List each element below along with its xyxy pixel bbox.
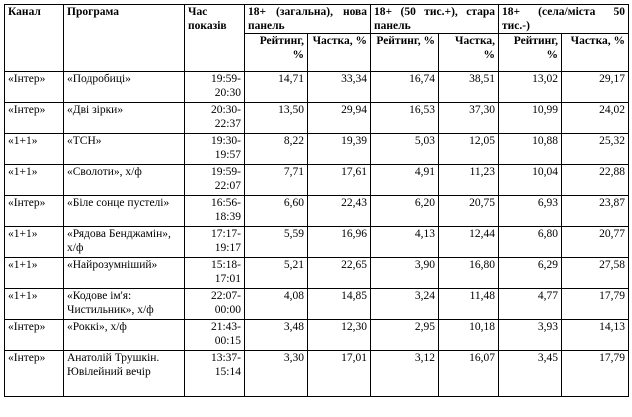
cell-share-general: 14,85 xyxy=(308,289,371,320)
cell-rating-villages: 6,93 xyxy=(499,196,562,227)
cell-program: «ТСН» xyxy=(64,134,185,165)
table-row xyxy=(5,134,629,165)
cell-program: «Подробиці» xyxy=(64,72,185,103)
cell-time: 19:30-19:57 xyxy=(185,134,245,165)
cell-rating-villages: 10,99 xyxy=(499,103,562,134)
cell-program: Анатолій Трушкін. Ювілейний вечір xyxy=(64,351,185,397)
cell-rating-general: 8,22 xyxy=(245,134,308,165)
cell-share-villages: 27,58 xyxy=(562,258,629,289)
cell-rating-50k: 16,53 xyxy=(371,103,439,134)
cell-rating-villages: 3,45 xyxy=(499,351,562,397)
table-row xyxy=(5,227,629,258)
table-row xyxy=(5,258,629,289)
cell-share-50k: 11,23 xyxy=(439,165,499,196)
table-body xyxy=(5,72,629,397)
cell-channel: «Інтер» xyxy=(5,103,64,134)
cell-time: 20:30-22:37 xyxy=(185,103,245,134)
cell-share-50k: 12,44 xyxy=(439,227,499,258)
cell-share-villages: 17,79 xyxy=(562,351,629,397)
table-row xyxy=(5,196,629,227)
cell-program: «Роккі», х/ф xyxy=(64,320,185,351)
cell-rating-50k: 3,24 xyxy=(371,289,439,320)
cell-rating-50k: 6,20 xyxy=(371,196,439,227)
cell-time: 15:18-17:01 xyxy=(185,258,245,289)
cell-rating-general: 3,48 xyxy=(245,320,308,351)
cell-share-50k: 37,30 xyxy=(439,103,499,134)
cell-program: «Найрозумніший» xyxy=(64,258,185,289)
table-row xyxy=(5,72,629,103)
cell-rating-general: 5,59 xyxy=(245,227,308,258)
header-rating-1: Рейтинг, % xyxy=(245,34,308,72)
cell-share-50k: 16,80 xyxy=(439,258,499,289)
cell-time: 19:59-22:07 xyxy=(185,165,245,196)
cell-share-general: 16,96 xyxy=(308,227,371,258)
cell-time: 22:07-00:00 xyxy=(185,289,245,320)
cell-rating-general: 14,71 xyxy=(245,72,308,103)
header-share-2: Частка, % xyxy=(439,34,499,72)
cell-rating-villages: 10,88 xyxy=(499,134,562,165)
cell-program: «Рядова Бенджамін», х/ф xyxy=(64,227,185,258)
cell-share-general: 17,61 xyxy=(308,165,371,196)
cell-rating-50k: 5,03 xyxy=(371,134,439,165)
header-group-villages-towns: 18+ (села/міста 50 тис.-) xyxy=(499,5,629,34)
ratings-table xyxy=(4,4,629,397)
header-share-1: Частка, % xyxy=(308,34,371,72)
cell-channel: «1+1» xyxy=(5,258,64,289)
cell-share-villages: 17,79 xyxy=(562,289,629,320)
cell-rating-general: 6,60 xyxy=(245,196,308,227)
cell-share-50k: 10,18 xyxy=(439,320,499,351)
cell-channel: «1+1» xyxy=(5,227,64,258)
cell-rating-50k: 2,95 xyxy=(371,320,439,351)
cell-share-villages: 22,88 xyxy=(562,165,629,196)
cell-time: 17:17-19:17 xyxy=(185,227,245,258)
header-time: Час показів xyxy=(185,5,245,72)
header-channel: Канал xyxy=(5,5,64,72)
cell-channel: «1+1» xyxy=(5,289,64,320)
cell-share-general: 33,34 xyxy=(308,72,371,103)
cell-rating-50k: 16,74 xyxy=(371,72,439,103)
cell-share-50k: 20,75 xyxy=(439,196,499,227)
cell-rating-villages: 10,04 xyxy=(499,165,562,196)
cell-channel: «Інтер» xyxy=(5,320,64,351)
ratings-table-container xyxy=(4,4,629,397)
cell-share-general: 22,65 xyxy=(308,258,371,289)
cell-rating-50k: 3,90 xyxy=(371,258,439,289)
cell-rating-villages: 13,02 xyxy=(499,72,562,103)
header-share-3: Частка, % xyxy=(562,34,629,72)
cell-share-villages: 14,13 xyxy=(562,320,629,351)
header-group-general-new-panel: 18+ (загальна), нова панель xyxy=(245,5,371,34)
cell-rating-general: 13,50 xyxy=(245,103,308,134)
table-row xyxy=(5,289,629,320)
table-row xyxy=(5,103,629,134)
cell-share-general: 22,43 xyxy=(308,196,371,227)
cell-rating-general: 7,71 xyxy=(245,165,308,196)
cell-time: 16:56-18:39 xyxy=(185,196,245,227)
table-row xyxy=(5,165,629,196)
cell-rating-50k: 4,91 xyxy=(371,165,439,196)
cell-share-villages: 29,17 xyxy=(562,72,629,103)
cell-rating-villages: 4,77 xyxy=(499,289,562,320)
cell-share-50k: 38,51 xyxy=(439,72,499,103)
cell-channel: «1+1» xyxy=(5,165,64,196)
cell-channel: «Інтер» xyxy=(5,351,64,397)
header-program: Програма xyxy=(64,5,185,72)
cell-share-50k: 12,05 xyxy=(439,134,499,165)
cell-time: 21:43-00:15 xyxy=(185,320,245,351)
cell-channel: «Інтер» xyxy=(5,72,64,103)
cell-share-villages: 23,87 xyxy=(562,196,629,227)
cell-rating-general: 5,21 xyxy=(245,258,308,289)
cell-share-general: 29,94 xyxy=(308,103,371,134)
cell-share-villages: 25,32 xyxy=(562,134,629,165)
cell-rating-50k: 3,12 xyxy=(371,351,439,397)
cell-share-general: 17,01 xyxy=(308,351,371,397)
cell-rating-general: 4,08 xyxy=(245,289,308,320)
cell-rating-villages: 6,80 xyxy=(499,227,562,258)
header-row-groups xyxy=(5,5,629,34)
cell-program: «Сволоти», х/ф xyxy=(64,165,185,196)
cell-rating-general: 3,30 xyxy=(245,351,308,397)
cell-time: 13:37-15:14 xyxy=(185,351,245,397)
cell-rating-50k: 4,13 xyxy=(371,227,439,258)
cell-share-general: 12,30 xyxy=(308,320,371,351)
cell-share-villages: 20,77 xyxy=(562,227,629,258)
cell-share-villages: 24,02 xyxy=(562,103,629,134)
table-row xyxy=(5,351,629,397)
cell-channel: «1+1» xyxy=(5,134,64,165)
cell-rating-villages: 6,29 xyxy=(499,258,562,289)
cell-time: 19:59-20:30 xyxy=(185,72,245,103)
cell-rating-villages: 3,93 xyxy=(499,320,562,351)
header-rating-3: Рейтинг, % xyxy=(499,34,562,72)
table-row xyxy=(5,320,629,351)
cell-program: «Дві зірки» xyxy=(64,103,185,134)
cell-program: «Кодове ім'я: Чистильник», х/ф xyxy=(64,289,185,320)
cell-channel: «Інтер» xyxy=(5,196,64,227)
cell-program: «Біле сонце пустелі» xyxy=(64,196,185,227)
header-group-50k-old-panel: 18+ (50 тис.+), стара панель xyxy=(371,5,499,34)
cell-share-50k: 11,48 xyxy=(439,289,499,320)
cell-share-50k: 16,07 xyxy=(439,351,499,397)
cell-share-general: 19,39 xyxy=(308,134,371,165)
header-rating-2: Рейтинг, % xyxy=(371,34,439,72)
